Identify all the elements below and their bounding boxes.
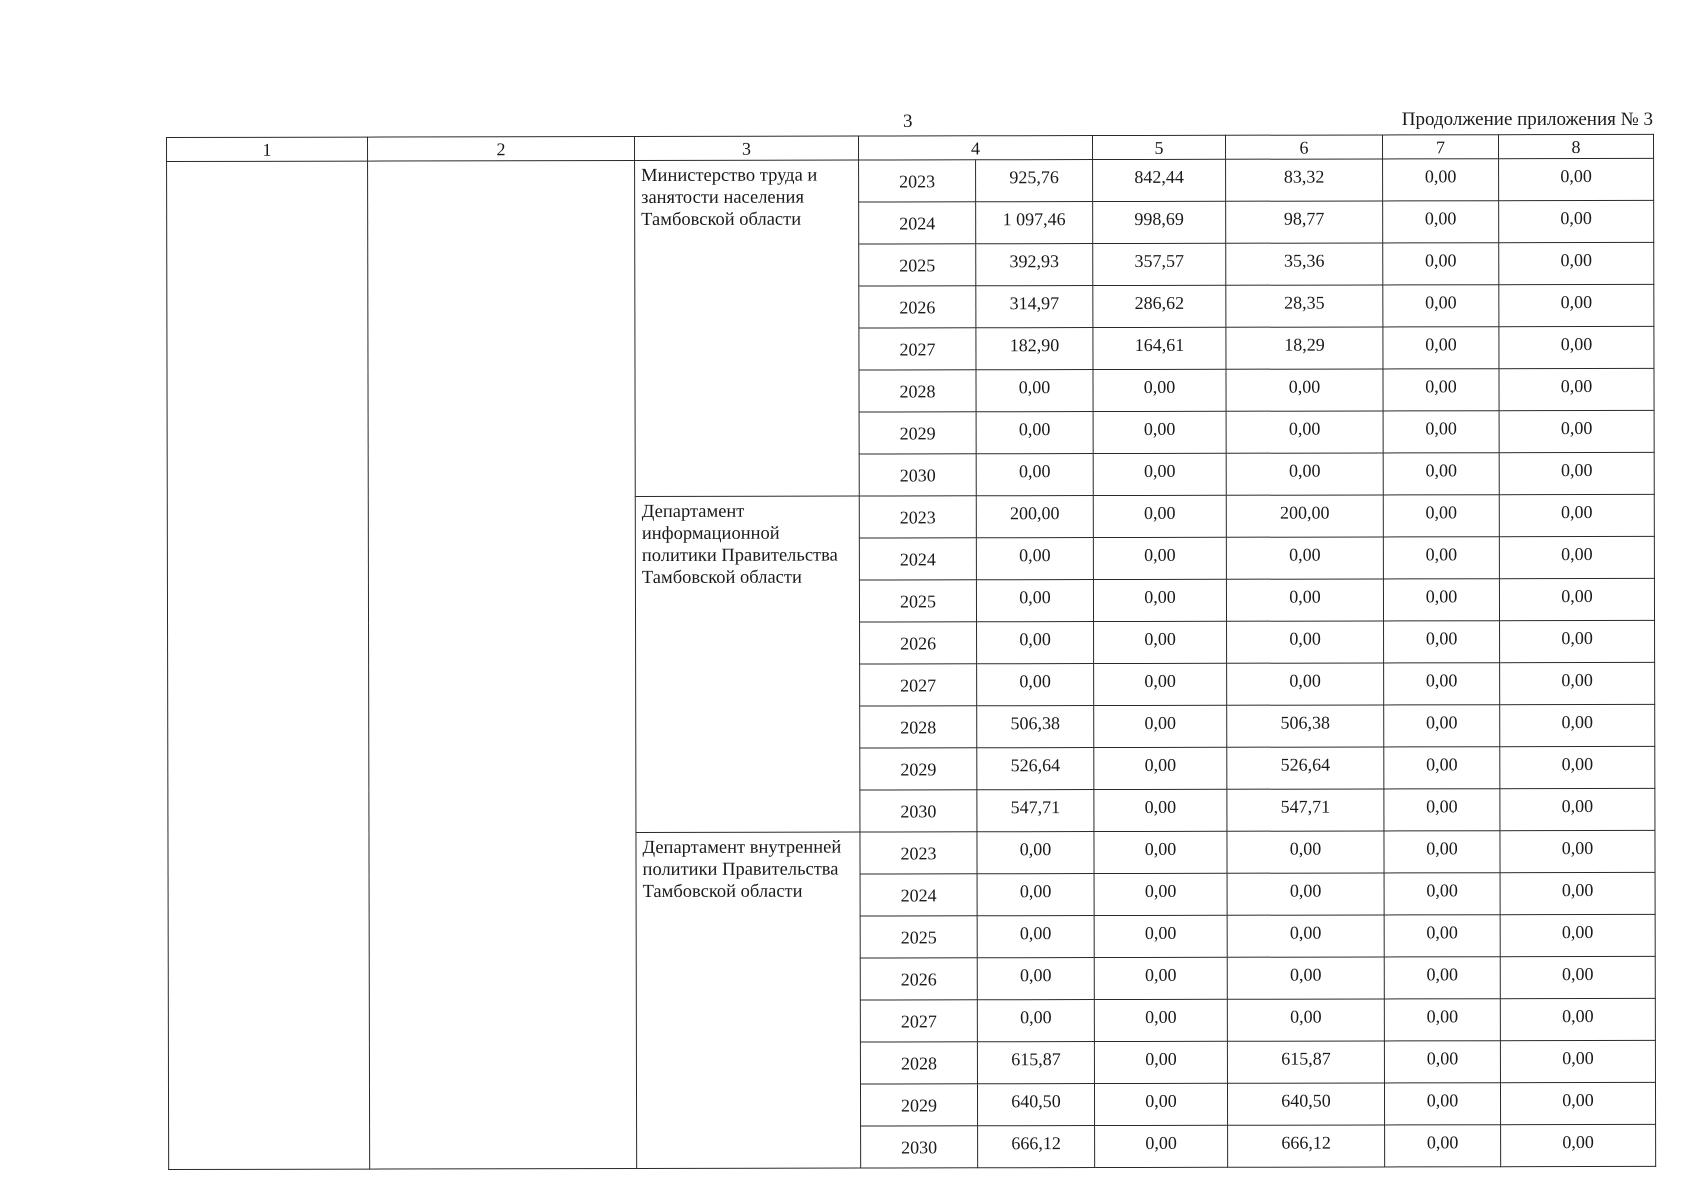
value-cell-col4: 0,00: [976, 370, 1093, 412]
column-number-7: 7: [1382, 135, 1498, 159]
column-number-row: [167, 134, 1654, 161]
value-cell-col6: 35,36: [1226, 243, 1383, 285]
value-cell-col8: 0,00: [1499, 158, 1654, 200]
value-cell-col8: 0,00: [1499, 494, 1654, 536]
value-cell-col7: 0,00: [1384, 705, 1500, 747]
year-cell: 2025: [859, 244, 976, 286]
value-cell-col8: 0,00: [1500, 662, 1655, 704]
continuation-label: Продолжение приложения № 3: [1401, 109, 1653, 130]
value-cell-col5: 0,00: [1093, 495, 1226, 537]
value-cell-col5: 0,00: [1094, 621, 1227, 663]
year-cell: 2030: [859, 454, 976, 496]
value-cell-col4: 615,87: [977, 1042, 1094, 1084]
value-cell-col6: 0,00: [1226, 579, 1383, 621]
value-cell-col4: 182,90: [976, 328, 1093, 370]
value-cell-col5: 0,00: [1093, 453, 1226, 495]
value-cell-col7: 0,00: [1385, 1125, 1501, 1167]
value-cell-col7: 0,00: [1384, 621, 1500, 663]
column-number-8: 8: [1498, 134, 1653, 158]
value-cell-col7: 0,00: [1383, 201, 1499, 243]
value-cell-col8: 0,00: [1499, 536, 1654, 578]
value-cell-col4: 0,00: [976, 454, 1093, 496]
value-cell-col4: 1 097,46: [976, 202, 1093, 244]
value-cell-col5: 286,62: [1093, 285, 1226, 327]
year-cell: 2030: [860, 790, 977, 832]
value-cell-col4: 925,76: [976, 160, 1093, 202]
year-cell: 2023: [859, 160, 976, 202]
organization-name: Департамент информационной политики Правительства Тамбовской области: [635, 496, 860, 832]
value-cell-col4: 0,00: [977, 958, 1094, 1000]
value-cell-col4: 547,71: [977, 790, 1094, 832]
value-cell-col8: 0,00: [1500, 1082, 1655, 1124]
value-cell-col8: 0,00: [1499, 242, 1654, 284]
value-cell-col5: 0,00: [1094, 789, 1227, 831]
value-cell-col7: 0,00: [1383, 411, 1499, 453]
value-cell-col6: 0,00: [1226, 411, 1383, 453]
value-cell-col6: 0,00: [1227, 873, 1384, 915]
value-cell-col7: 0,00: [1383, 579, 1499, 621]
year-cell: 2023: [860, 832, 977, 874]
value-cell-col7: 0,00: [1383, 243, 1499, 285]
year-cell: 2026: [859, 286, 976, 328]
value-cell-col4: 640,50: [977, 1084, 1094, 1126]
value-cell-col5: 0,00: [1094, 1041, 1227, 1083]
value-cell-col5: 0,00: [1094, 1083, 1227, 1125]
value-cell-col6: 547,71: [1227, 789, 1384, 831]
column-number-4: 4: [858, 136, 1092, 160]
value-cell-col4: 0,00: [977, 1000, 1094, 1042]
value-cell-col8: 0,00: [1500, 788, 1655, 830]
value-cell-col6: 640,50: [1227, 1083, 1384, 1125]
value-cell-col5: 164,61: [1093, 327, 1226, 369]
value-cell-col7: 0,00: [1384, 831, 1500, 873]
column-2-cell: [368, 161, 637, 1170]
year-cell: 2028: [859, 370, 976, 412]
value-cell-col7: 0,00: [1384, 1083, 1500, 1125]
value-cell-col8: 0,00: [1500, 704, 1655, 746]
value-cell-col5: 842,44: [1093, 159, 1226, 201]
year-cell: 2030: [861, 1126, 978, 1168]
value-cell-col6: 98,77: [1226, 201, 1383, 243]
value-cell-col8: 0,00: [1500, 830, 1655, 872]
value-cell-col6: 0,00: [1227, 621, 1384, 663]
value-cell-col5: 0,00: [1094, 663, 1227, 705]
value-cell-col8: 0,00: [1499, 200, 1654, 242]
value-cell-col5: 0,00: [1094, 873, 1227, 915]
value-cell-col6: 0,00: [1227, 915, 1384, 957]
value-cell-col4: 506,38: [977, 706, 1094, 748]
year-cell: 2028: [860, 706, 977, 748]
value-cell-col6: 615,87: [1227, 1041, 1384, 1083]
value-cell-col7: 0,00: [1384, 1041, 1500, 1083]
year-cell: 2026: [860, 622, 977, 664]
column-1-cell: [167, 161, 370, 1169]
value-cell-col4: 314,97: [976, 286, 1093, 328]
column-number-2: 2: [368, 137, 635, 162]
value-cell-col8: 0,00: [1500, 956, 1655, 998]
value-cell-col7: 0,00: [1383, 327, 1499, 369]
value-cell-col4: 0,00: [976, 580, 1093, 622]
value-cell-col6: 666,12: [1228, 1125, 1385, 1167]
value-cell-col7: 0,00: [1383, 285, 1499, 327]
column-number-1: 1: [167, 137, 368, 161]
value-cell-col5: 0,00: [1094, 915, 1227, 957]
value-cell-col8: 0,00: [1499, 284, 1654, 326]
value-cell-col6: 0,00: [1226, 369, 1383, 411]
value-cell-col4: 0,00: [976, 412, 1093, 454]
value-cell-col4: 0,00: [976, 538, 1093, 580]
value-cell-col6: 18,29: [1226, 327, 1383, 369]
value-cell-col5: 0,00: [1094, 999, 1227, 1041]
value-cell-col5: 0,00: [1093, 579, 1226, 621]
value-cell-col5: 0,00: [1094, 957, 1227, 999]
value-cell-col5: 0,00: [1094, 831, 1227, 873]
value-cell-col7: 0,00: [1384, 873, 1500, 915]
year-cell: 2024: [859, 202, 976, 244]
value-cell-col6: 506,38: [1227, 705, 1384, 747]
value-cell-col8: 0,00: [1500, 620, 1655, 662]
value-cell-col7: 0,00: [1383, 369, 1499, 411]
year-cell: 2029: [860, 1084, 977, 1126]
value-cell-col6: 0,00: [1227, 663, 1384, 705]
value-cell-col7: 0,00: [1384, 663, 1500, 705]
value-cell-col4: 392,93: [976, 244, 1093, 286]
value-cell-col7: 0,00: [1384, 915, 1500, 957]
column-number-6: 6: [1225, 135, 1382, 159]
year-cell: 2024: [859, 538, 976, 580]
value-cell-col8: 0,00: [1500, 872, 1655, 914]
value-cell-col4: 666,12: [978, 1126, 1095, 1168]
year-cell: 2025: [860, 916, 977, 958]
year-cell: 2027: [859, 328, 976, 370]
value-cell-col6: 200,00: [1226, 495, 1383, 537]
column-number-3: 3: [635, 136, 859, 160]
value-cell-col4: 526,64: [977, 748, 1094, 790]
year-cell: 2025: [859, 580, 976, 622]
year-cell: 2029: [860, 748, 977, 790]
value-cell-col7: 0,00: [1384, 747, 1500, 789]
value-cell-col8: 0,00: [1500, 914, 1655, 956]
value-cell-col7: 0,00: [1384, 999, 1500, 1041]
value-cell-col7: 0,00: [1384, 957, 1500, 999]
value-cell-col4: 0,00: [977, 832, 1094, 874]
year-cell: 2027: [860, 664, 977, 706]
value-cell-col4: 0,00: [977, 664, 1094, 706]
value-cell-col8: 0,00: [1499, 578, 1654, 620]
value-cell-col7: 0,00: [1383, 495, 1499, 537]
value-cell-col5: 0,00: [1093, 369, 1226, 411]
value-cell-col5: 998,69: [1093, 201, 1226, 243]
value-cell-col6: 83,32: [1226, 159, 1383, 201]
value-cell-col6: 0,00: [1227, 831, 1384, 873]
value-cell-col8: 0,00: [1499, 326, 1654, 368]
value-cell-col6: 526,64: [1227, 747, 1384, 789]
value-cell-col8: 0,00: [1500, 1040, 1655, 1082]
value-cell-col8: 0,00: [1500, 998, 1655, 1040]
value-cell-col8: 0,00: [1499, 368, 1654, 410]
value-cell-col8: 0,00: [1499, 452, 1654, 494]
value-cell-col6: 28,35: [1226, 285, 1383, 327]
value-cell-col5: 0,00: [1094, 747, 1227, 789]
value-cell-col8: 0,00: [1500, 746, 1655, 788]
year-cell: 2026: [860, 958, 977, 1000]
value-cell-col5: 0,00: [1093, 411, 1226, 453]
value-cell-col6: 0,00: [1226, 537, 1383, 579]
value-cell-col6: 0,00: [1226, 453, 1383, 495]
value-cell-col5: 0,00: [1093, 537, 1226, 579]
year-cell: 2024: [860, 874, 977, 916]
value-cell-col4: 0,00: [977, 622, 1094, 664]
value-cell-col7: 0,00: [1384, 789, 1500, 831]
value-cell-col7: 0,00: [1383, 159, 1499, 201]
organization-name: Департамент внутренней политики Правительства Тамбовской области: [636, 832, 861, 1168]
year-cell: 2023: [859, 496, 976, 538]
year-cell: 2027: [860, 1000, 977, 1042]
year-cell: 2029: [859, 412, 976, 454]
budget-table: [166, 134, 1656, 1170]
value-cell-col7: 0,00: [1383, 453, 1499, 495]
value-cell-col5: 357,57: [1093, 243, 1226, 285]
value-cell-col8: 0,00: [1499, 410, 1654, 452]
table-row: [167, 158, 1654, 203]
value-cell-col4: 0,00: [977, 874, 1094, 916]
value-cell-col8: 0,00: [1501, 1124, 1656, 1166]
year-cell: 2028: [860, 1042, 977, 1084]
value-cell-col6: 0,00: [1227, 999, 1384, 1041]
value-cell-col5: 0,00: [1094, 705, 1227, 747]
value-cell-col5: 0,00: [1095, 1125, 1228, 1167]
page-number: 3: [903, 111, 913, 132]
organization-name: Министерство труда и занятости населения Тамбовской области: [635, 160, 860, 496]
value-cell-col7: 0,00: [1383, 537, 1499, 579]
value-cell-col4: 200,00: [976, 496, 1093, 538]
column-number-5: 5: [1092, 135, 1225, 159]
value-cell-col6: 0,00: [1227, 957, 1384, 999]
value-cell-col4: 0,00: [977, 916, 1094, 958]
